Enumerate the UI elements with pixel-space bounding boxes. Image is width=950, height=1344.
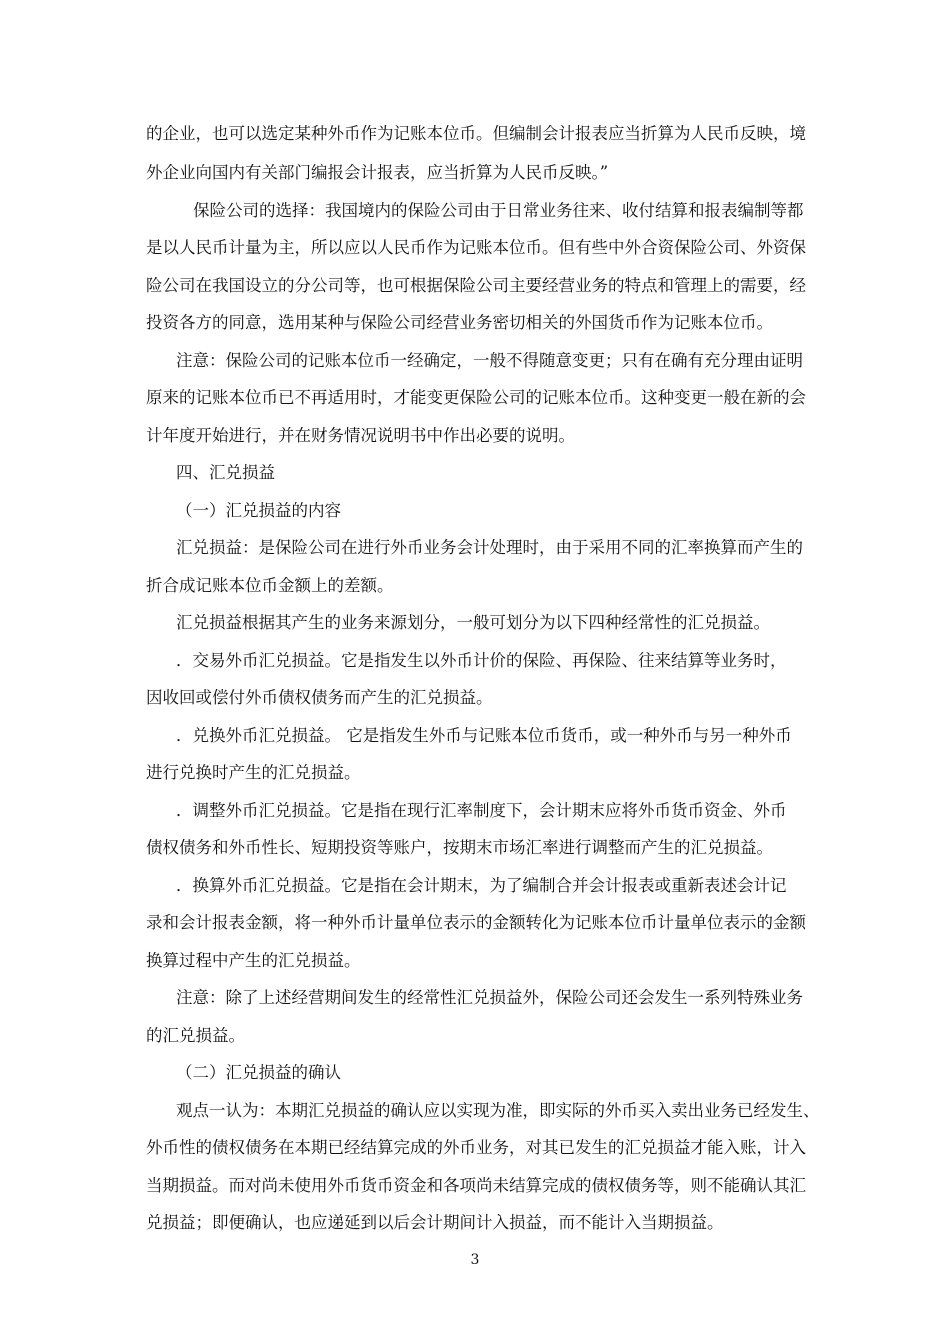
text-line: 注意：保险公司的记账本位币一经确定，一般不得随意变更；只有在确有充分理由证明 <box>176 351 803 370</box>
text-line: 因收回或偿付外币债权债务而产生的汇兑损益。 <box>146 688 493 707</box>
text-line: 保险公司的选择：我国境内的保险公司由于日常业务往来、收付结算和报表编制等都 <box>193 201 804 220</box>
text-line: 观点一认为：本期汇兑损益的确认应以实现为准，即实际的外币买入卖出业务已经发生、 <box>176 1101 820 1120</box>
text-line: 投资各方的同意，选用某种与保险公司经营业务密切相关的外国货币作为记账本位币。 <box>146 313 773 332</box>
list-item-line: ．兑换外币汇兑损益。 它是指发生外币与记账本位币货币，或一种外币与另一种外币 <box>176 726 792 745</box>
text-line: 兑损益；即便确认，也应递延到以后会计期间计入损益，而不能计入当期损益。 <box>146 1213 724 1232</box>
section-heading: 四、汇兑损益 <box>176 463 275 482</box>
list-item-line: ．交易外币汇兑损益。它是指发生以外币计价的保险、再保险、往来结算等业务时， <box>176 651 787 670</box>
text-line: 外币性的债权债务在本期已经结算完成的外币业务，对其已发生的汇兑损益才能入账，计入 <box>146 1138 806 1157</box>
text-line: 当期损益。而对尚未使用外币货币资金和各项尚未结算完成的债权债务等，则不能确认其汇 <box>146 1176 806 1195</box>
text-line: 录和会计报表金额，将一种外币计量单位表示的金额转化为记账本位币计量单位表示的金额 <box>146 913 806 932</box>
text-line: 计年度开始进行，并在财务情况说明书中作出必要的说明。 <box>146 426 575 445</box>
text-line: 债权债务和外币性长、短期投资等账户，按期末市场汇率进行调整而产生的汇兑损益。 <box>146 838 773 857</box>
text-line: 汇兑损益：是保险公司在进行外币业务会计处理时，由于采用不同的汇率换算而产生的 <box>176 538 803 557</box>
subsection-heading: （二）汇兑损益的确认 <box>176 1063 341 1082</box>
text-line: 原来的记账本位币已不再适用时，才能变更保险公司的记账本位币。这种变更一般在新的会 <box>146 388 806 407</box>
text-line: 注意：除了上述经营期间发生的经常性汇兑损益外，保险公司还会发生一系列特殊业务 <box>176 988 803 1007</box>
text-line: 外企业向国内有关部门编报会计报表，应当折算为人民币反映。” <box>146 163 609 182</box>
text-line: 的汇兑损益。 <box>146 1026 245 1045</box>
text-line: 险公司在我国设立的分公司等，也可根据保险公司主要经营业务的特点和管理上的需要，经 <box>146 276 806 295</box>
text-line: 汇兑损益根据其产生的业务来源划分，一般可划分为以下四种经常性的汇兑损益。 <box>176 613 770 632</box>
page-number: 3 <box>470 1252 480 1268</box>
subsection-heading: （一）汇兑损益的内容 <box>176 501 341 520</box>
text-line: 换算过程中产生的汇兑损益。 <box>146 951 361 970</box>
text-line: 进行兑换时产生的汇兑损益。 <box>146 763 361 782</box>
text-line: 的企业，也可以选定某种外币作为记账本位币。但编制会计报表应当折算为人民币反映，境 <box>146 124 806 143</box>
list-item-line: ．换算外币汇兑损益。它是指在会计期末，为了编制合并会计报表或重新表述会计记 <box>176 876 787 895</box>
text-line: 折合成记账本位币金额上的差额。 <box>146 576 394 595</box>
list-item-line: ．调整外币汇兑损益。它是指在现行汇率制度下，会计期末应将外币货币资金、外币 <box>176 801 787 820</box>
text-line: 是以人民币计量为主，所以应以人民币作为记账本位币。但有些中外合资保险公司、外资保 <box>146 238 806 257</box>
